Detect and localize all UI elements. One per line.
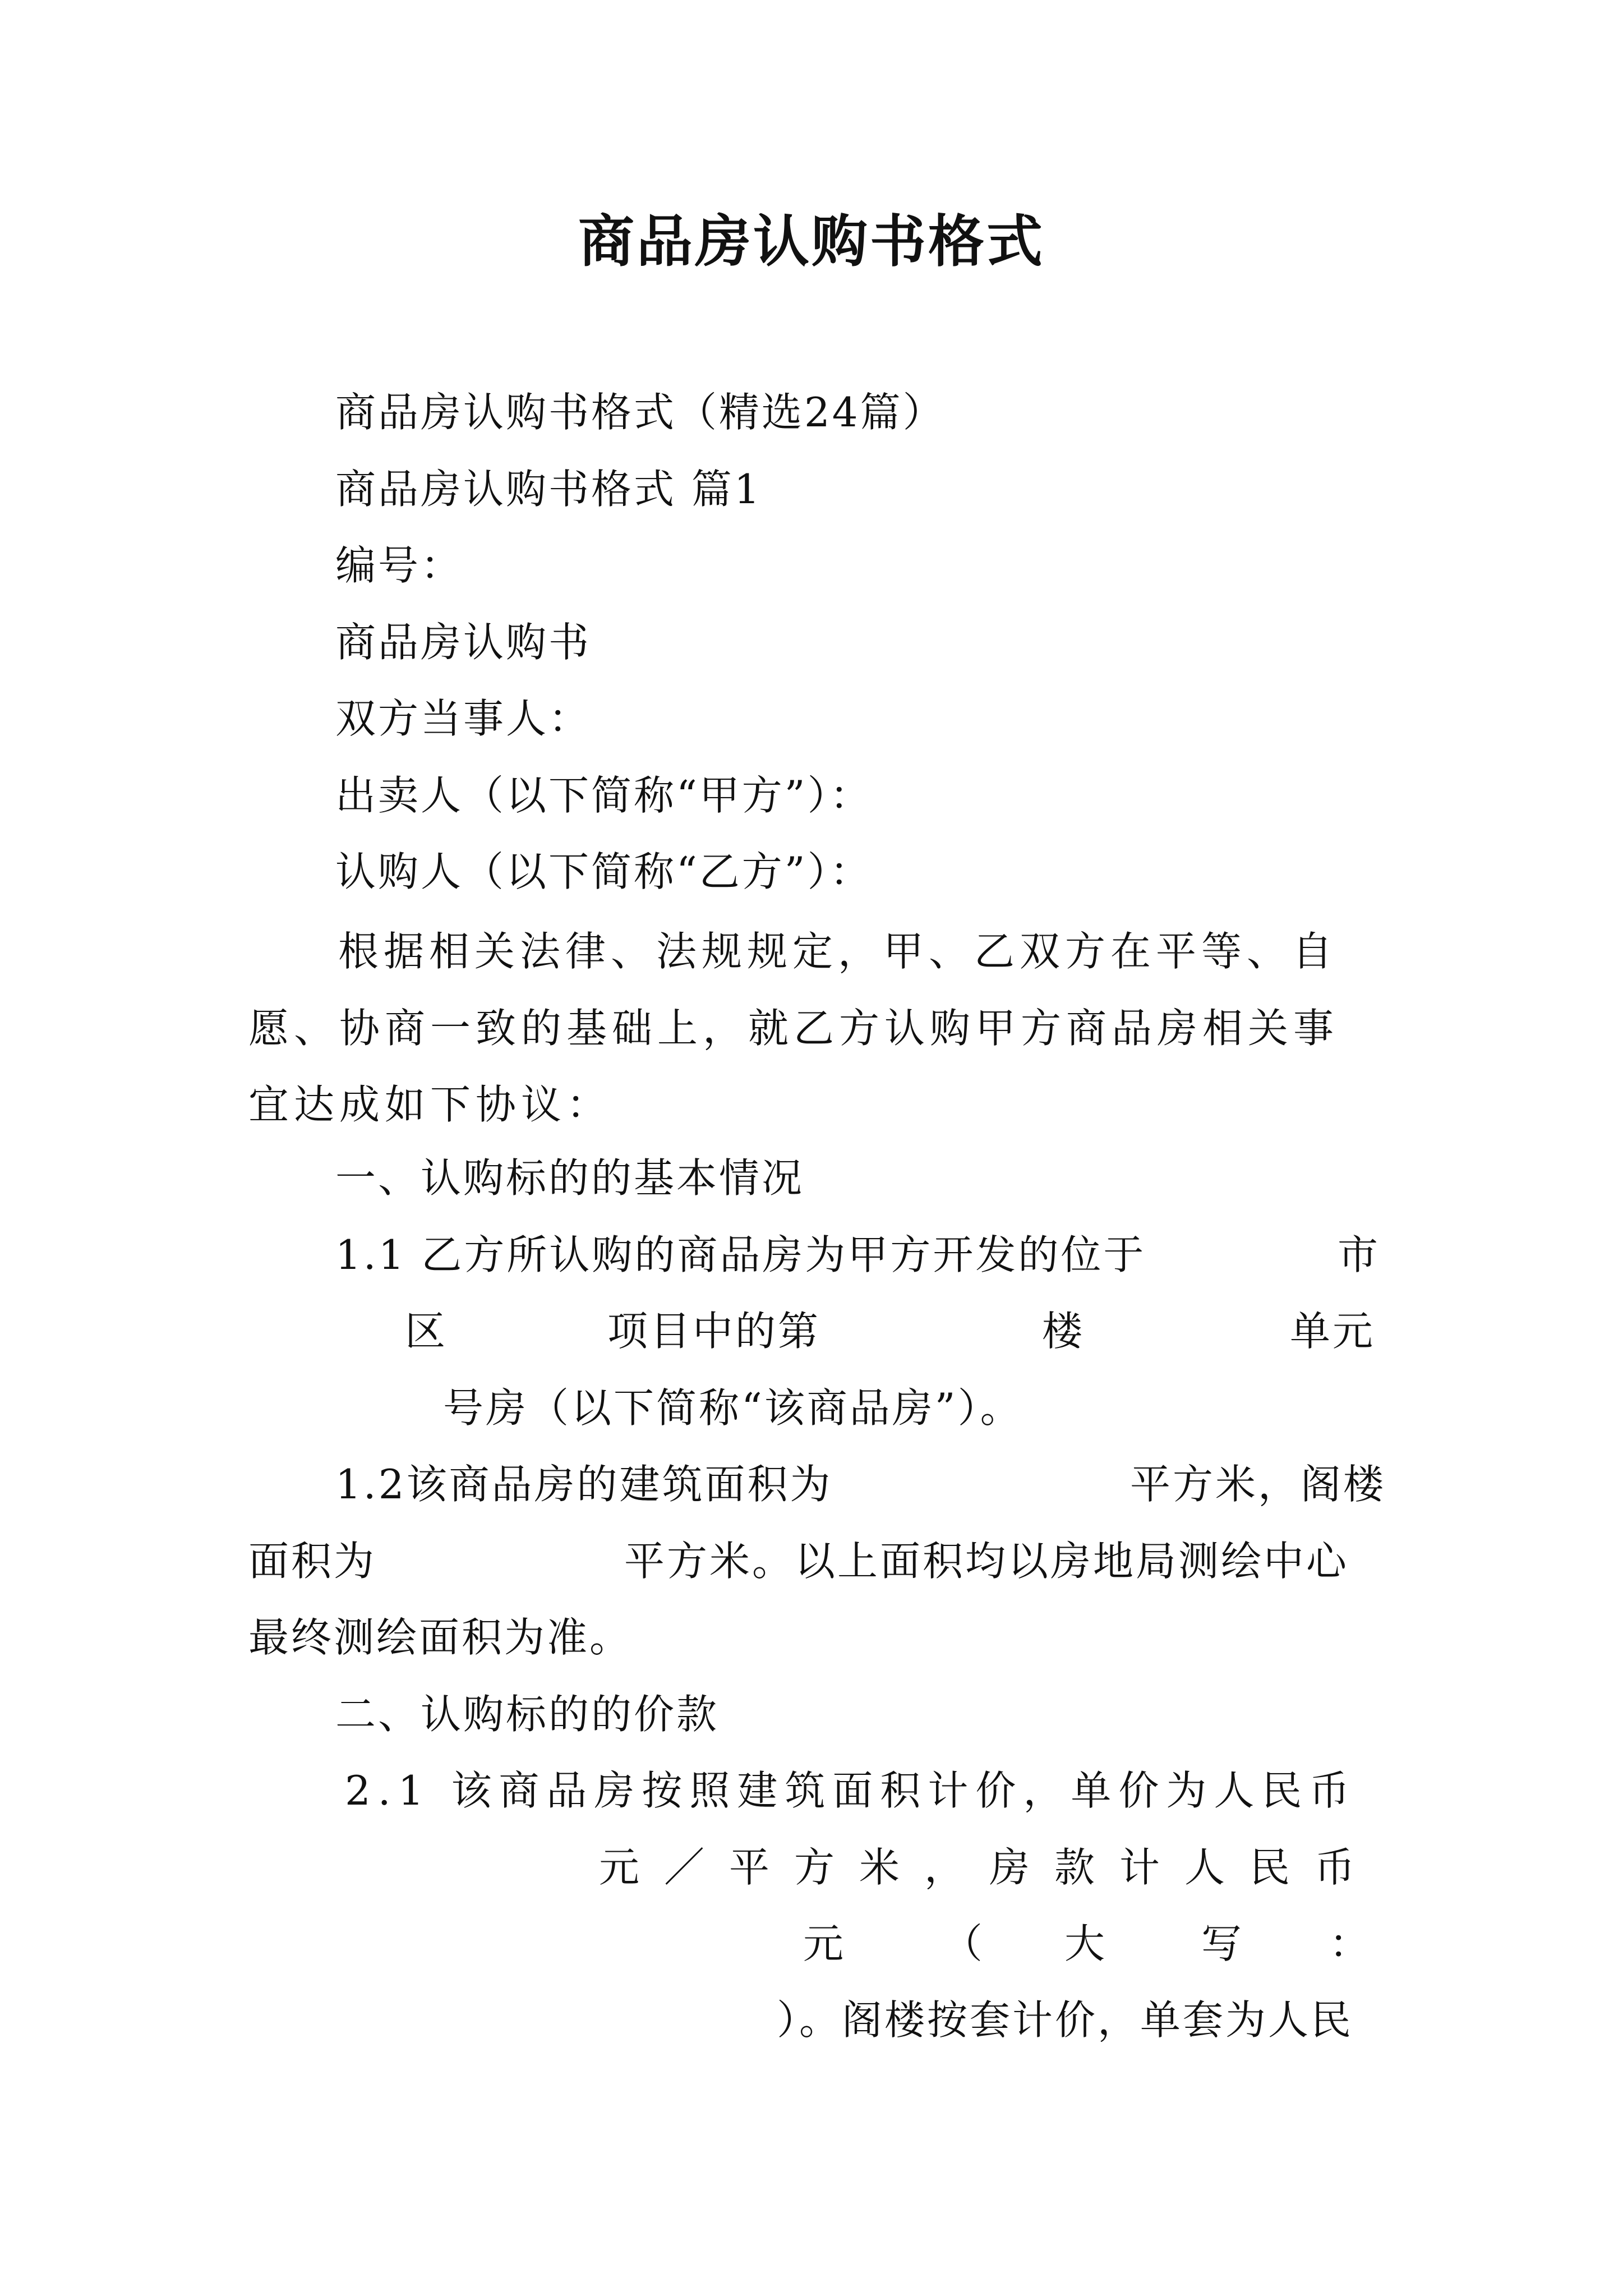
- document-title: 商品房认购书格式: [578, 208, 1045, 274]
- clause-1-1-district: 区: [405, 1308, 446, 1355]
- parties-label: 双方当事人：: [335, 695, 592, 742]
- clause-1-1-unit: 单元: [1290, 1308, 1376, 1355]
- clause-1-1-city: 市: [1338, 1231, 1378, 1278]
- section1-heading: 一、认购标的的基本情况: [335, 1154, 805, 1202]
- clause-1-1-room: 号房（以下简称“该商品房”）。: [443, 1384, 1023, 1432]
- clause-1-2-part2: 平方米，阁楼: [1130, 1461, 1386, 1508]
- clause-2-1-colon: ：: [1329, 1920, 1370, 1967]
- clause-2-1-lparen: （: [942, 1920, 983, 1967]
- clause-2-1-yuan: 元: [803, 1920, 844, 1967]
- doc-name: 商品房认购书: [335, 619, 592, 666]
- buyer-line: 认购人（以下简称“乙方”）：: [335, 848, 873, 895]
- clause-2-1-part2: 元／平方米，房款计人民币: [599, 1844, 1380, 1891]
- clause-1-1-project: 项目中的第: [607, 1308, 821, 1355]
- clause-1-1-building: 楼: [1042, 1308, 1083, 1355]
- clause-2-1-part1: 2.1 该商品房按照建筑面积计价，单价为人民币: [345, 1767, 1357, 1814]
- clause-1-2-part5: 最终测绘面积为准。: [248, 1614, 633, 1661]
- subtitle: 商品房认购书格式（精选24篇）: [335, 389, 946, 436]
- section-heading: 商品房认购书格式 篇1: [335, 466, 762, 513]
- clause-2-1-xie: 写: [1201, 1920, 1242, 1967]
- number-label: 编号：: [335, 542, 464, 589]
- seller-line: 出卖人（以下简称“甲方”）：: [335, 772, 873, 819]
- clause-2-1-da: 大: [1064, 1920, 1105, 1967]
- preamble-paragraph: 根据相关法律、法规规定，甲、乙双方在平等、自愿、协商一致的基础上，就乙方认购甲方商品房相关事宜达成如下协议：: [248, 928, 1339, 1128]
- clause-1-2-part1: 1.2该商品房的建筑面积为: [335, 1461, 833, 1508]
- clause-1-1-text: 1.1 乙方所认购的商品房为甲方开发的位于: [335, 1231, 1146, 1278]
- clause-1-2-part3: 面积为: [248, 1538, 377, 1585]
- clause-1-2-part4: 平方米。以上面积均以房地局测绘中心: [624, 1538, 1349, 1585]
- section2-heading: 二、认购标的的价款: [335, 1691, 720, 1738]
- clause-2-1-part3: ）。阁楼按套计价，单套为人民: [777, 1996, 1354, 2044]
